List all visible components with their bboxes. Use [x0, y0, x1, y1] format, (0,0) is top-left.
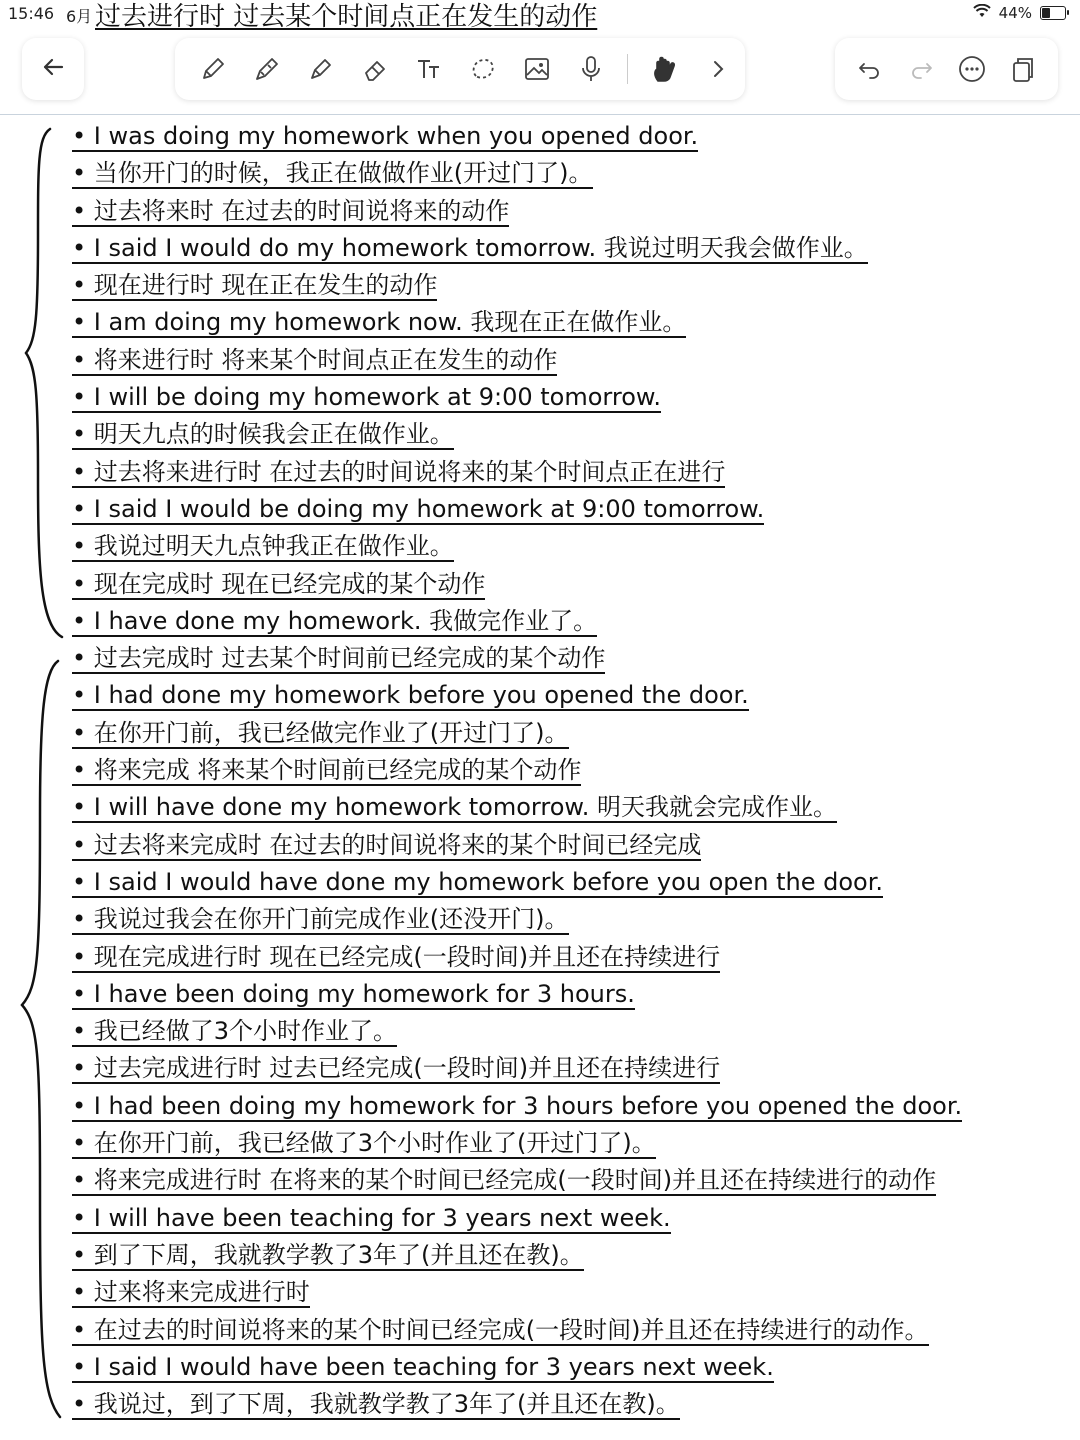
undo-icon [855, 54, 885, 84]
note-line-text: • 在你开门前，我已经做完作业了(开过门了)。 [72, 718, 569, 747]
note-line-text: • I was doing my homework when you opened door. [72, 122, 699, 150]
back-button[interactable] [22, 38, 84, 100]
image-tool[interactable] [519, 51, 555, 87]
note-line-text: • 在过去的时间说将来的某个时间已经完成(一段时间)并且还在持续进行的动作。 [72, 1315, 929, 1344]
image-icon [522, 54, 552, 84]
more-button[interactable] [954, 51, 990, 87]
note-line [72, 304, 1062, 341]
note-line [72, 416, 1062, 453]
battery-icon [1040, 6, 1066, 20]
note-line-text: • 过去完成时 过去某个时间前已经完成的某个动作 [72, 644, 606, 673]
note-line-text: • 过来将来完成进行时 [72, 1278, 310, 1307]
note-line [72, 864, 1062, 901]
text-tool[interactable] [411, 51, 447, 87]
note-line-text: • 将来完成 将来某个时间前已经完成的某个动作 [72, 756, 582, 785]
note-line-text: • I had been doing my homework for 3 hours before you opened the door. [72, 1091, 963, 1120]
note-line [72, 566, 1062, 603]
note-line [72, 1312, 1062, 1349]
notes-content[interactable] [72, 118, 1062, 1423]
eraser-icon [360, 54, 390, 84]
redo-icon [906, 54, 936, 84]
note-line [72, 1013, 1062, 1050]
note-line [72, 118, 1062, 155]
note-line-text: • I have done my homework. 我做完作业了。 [72, 606, 598, 635]
redo-button[interactable] [903, 51, 939, 87]
more-icon [957, 54, 987, 84]
pen-tool[interactable] [195, 51, 231, 87]
pen-icon [198, 54, 228, 84]
fountain-pen-tool[interactable] [249, 51, 285, 87]
actions-palette [835, 38, 1058, 100]
microphone-icon [576, 54, 606, 84]
note-line-text: • I have been doing my homework for 3 hours. [72, 979, 635, 1008]
more-tools-button[interactable] [700, 51, 736, 87]
arrow-left-icon [40, 54, 66, 84]
note-line-text: • 现在完成时 现在已经完成的某个动作 [72, 569, 486, 598]
note-line-text: • 过去将来时 在过去的时间说将来的动作 [72, 196, 510, 225]
note-line-text: • I will have done my homework tomorrow. 明天我就会完成作业。 [72, 793, 838, 822]
note-line-text: • I am doing my homework now. 我现在正在做作业。 [72, 308, 687, 337]
note-line-text: • I said I would be doing my homework at 9:00 tomorrow. [72, 494, 765, 523]
note-line-text: • 现在完成进行时 现在已经完成(一段时间)并且还在持续进行 [72, 942, 721, 971]
pages-button[interactable] [1005, 51, 1041, 87]
status-right [973, 4, 1066, 22]
note-line [72, 454, 1062, 491]
lasso-tool[interactable] [465, 51, 501, 87]
battery-percent: 44% [998, 4, 1032, 22]
lasso-icon [468, 54, 498, 84]
note-line [72, 379, 1062, 416]
note-line [72, 491, 1062, 528]
toolbar-divider [0, 114, 1080, 115]
note-line [72, 789, 1062, 826]
pages-icon [1008, 54, 1038, 84]
note-line [72, 1088, 1062, 1125]
note-line [72, 827, 1062, 864]
bracket-lower [18, 655, 68, 1425]
note-line-text: • 我已经做了3个小时作业了。 [72, 1017, 398, 1046]
note-line-text: • 过去完成进行时 过去已经完成(一段时间)并且还在持续进行 [72, 1054, 721, 1083]
highlighter-icon [306, 54, 336, 84]
status-time: 15:46 [8, 4, 55, 23]
note-line [72, 901, 1062, 938]
note-line-text: • 我说过，到了下周，我就教学教了3年了(并且还在教)。 [72, 1390, 680, 1419]
note-line-text: • 当你开门的时候，我正在做做作业(开过门了)。 [72, 159, 593, 188]
note-line [72, 752, 1062, 789]
status-date: 6月 [66, 7, 93, 26]
note-line-text: • I will have been teaching for 3 years next week. [72, 1203, 671, 1232]
note-line-text: • 将来完成进行时 在将来的某个时间已经完成(一段时间)并且还在持续进行的动作 [72, 1166, 937, 1195]
note-line-text: • I said I would have done my homework before you open the door. [72, 867, 884, 896]
note-line [72, 342, 1062, 379]
note-line [72, 715, 1062, 752]
bracket-upper [20, 125, 70, 645]
toolbar-separator [627, 54, 628, 84]
note-line [72, 267, 1062, 304]
note-line [72, 230, 1062, 267]
text-icon [414, 54, 444, 84]
wifi-icon [973, 4, 991, 22]
status-bar [0, 0, 1080, 30]
note-line [72, 1274, 1062, 1311]
eraser-tool[interactable] [357, 51, 393, 87]
hand-tool[interactable] [646, 51, 682, 87]
undo-button[interactable] [852, 51, 888, 87]
note-line-text: • 在你开门前，我已经做了3个小时作业了(开过门了)。 [72, 1129, 656, 1158]
note-line-text: • 我说过明天九点钟我正在做作业。 [72, 532, 454, 561]
hand-icon [649, 54, 679, 84]
note-line [72, 976, 1062, 1013]
note-line-text: • 我说过我会在你开门前完成作业(还没开门)。 [72, 905, 569, 934]
microphone-tool[interactable] [573, 51, 609, 87]
chevron-right-icon [703, 54, 733, 84]
note-line [72, 1050, 1062, 1087]
note-line [72, 640, 1062, 677]
toolbar [0, 30, 1080, 114]
note-line [72, 677, 1062, 714]
note-line [72, 1349, 1062, 1386]
note-line-text: • 过去将来进行时 在过去的时间说将来的某个时间点正在进行 [72, 457, 726, 486]
note-line-text: • I had done my homework before you opened the door. [72, 681, 749, 710]
note-line-text: • 将来进行时 将来某个时间点正在发生的动作 [72, 345, 558, 374]
highlighter-tool[interactable] [303, 51, 339, 87]
note-line [72, 939, 1062, 976]
note-line [72, 1237, 1062, 1274]
note-line-text: • 到了下周，我就教学教了3年了(并且还在教)。 [72, 1240, 584, 1269]
note-line-text: • I said I would do my homework tomorrow. 我说过明天我会做作业。 [72, 233, 868, 262]
note-line-text: • 过去将来完成时 在过去的时间说将来的某个时间已经完成 [72, 830, 702, 859]
note-heading-overlay: 过去进行时 过去某个时间点正在发生的动作 [95, 2, 598, 32]
tools-palette [175, 38, 745, 100]
note-line [72, 1162, 1062, 1199]
note-line [72, 193, 1062, 230]
note-line [72, 1386, 1062, 1423]
note-line [72, 603, 1062, 640]
fountain-pen-icon [252, 54, 282, 84]
note-line [72, 1200, 1062, 1237]
note-line-text: • I will be doing my homework at 9:00 tomorrow. [72, 383, 661, 412]
note-line-text: • I said I would have been teaching for 3 years next week. [72, 1352, 774, 1381]
note-line-text: • 现在进行时 现在正在发生的动作 [72, 271, 438, 300]
note-line-text: • 明天九点的时候我会正在做作业。 [72, 420, 454, 449]
note-line [72, 528, 1062, 565]
note-line [72, 155, 1062, 192]
note-line [72, 1125, 1062, 1162]
